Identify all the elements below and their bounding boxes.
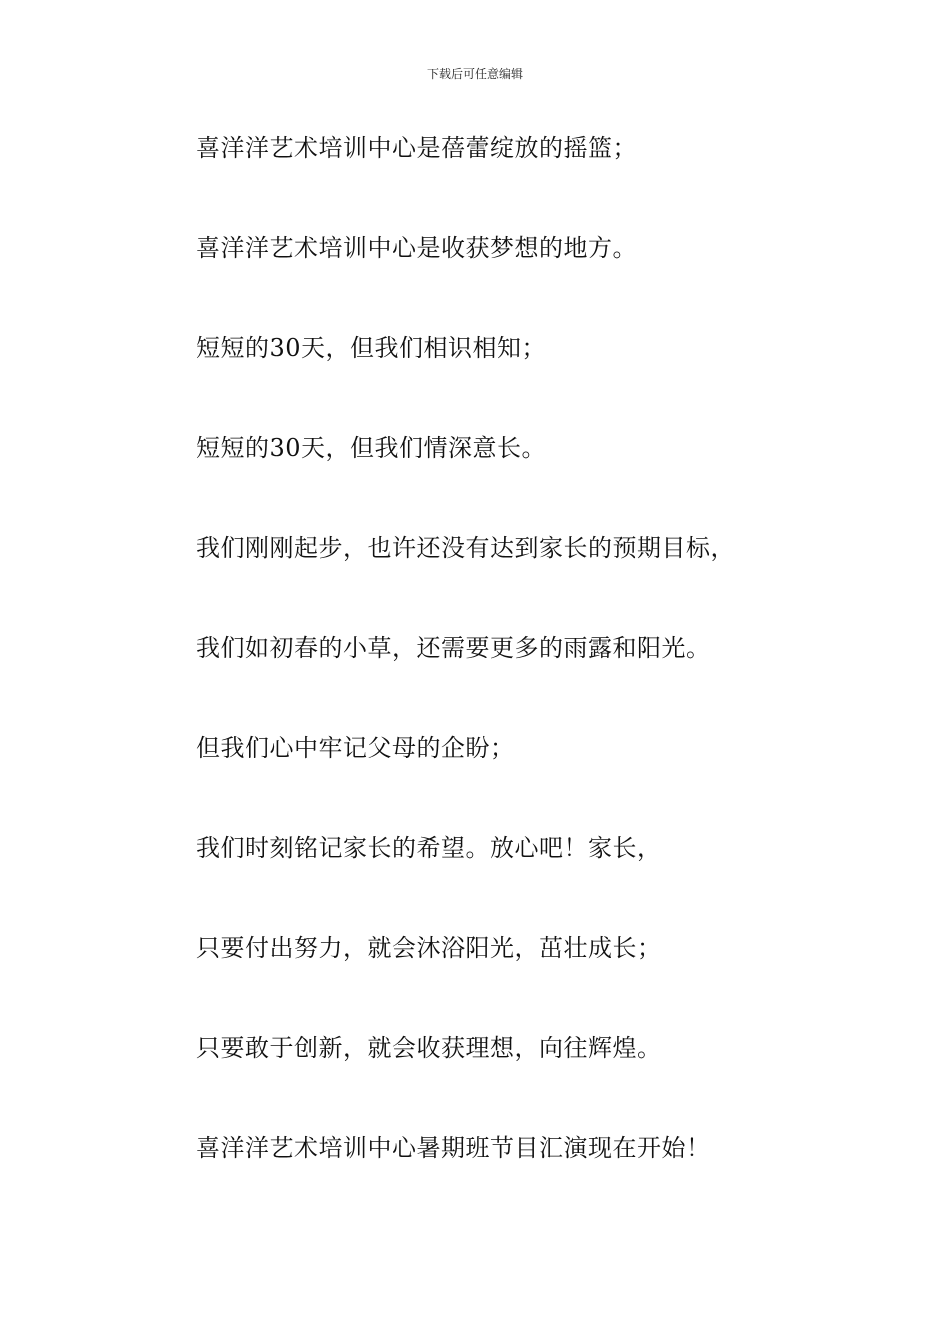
text-line: 喜洋洋艺术培训中心是蓓蕾绽放的摇篮； xyxy=(196,134,637,162)
text-line: 喜洋洋艺术培训中心是收获梦想的地方。 xyxy=(196,234,637,262)
text-line: 但我们心中牢记父母的企盼； xyxy=(196,734,515,762)
text-line: 只要敢于创新，就会收获理想，向往辉煌。 xyxy=(196,1034,662,1062)
text-line: 短短的30天，但我们相识相知； xyxy=(196,334,547,362)
text-line: 我们时刻铭记家长的希望。放心吧！家长， xyxy=(196,834,662,862)
text-line: 短短的30天，但我们情深意长。 xyxy=(196,434,547,462)
text-line: 我们如初春的小草，还需要更多的雨露和阳光。 xyxy=(196,634,711,662)
document-body xyxy=(196,126,816,1226)
text-line: 我们刚刚起步，也许还没有达到家长的预期目标， xyxy=(196,534,735,562)
header-note: 下载后可任意编辑 xyxy=(426,67,523,81)
text-line: 只要付出努力，就会沐浴阳光，茁壮成长； xyxy=(196,934,662,962)
text-line: 喜洋洋艺术培训中心暑期班节目汇演现在开始！ xyxy=(196,1134,711,1162)
